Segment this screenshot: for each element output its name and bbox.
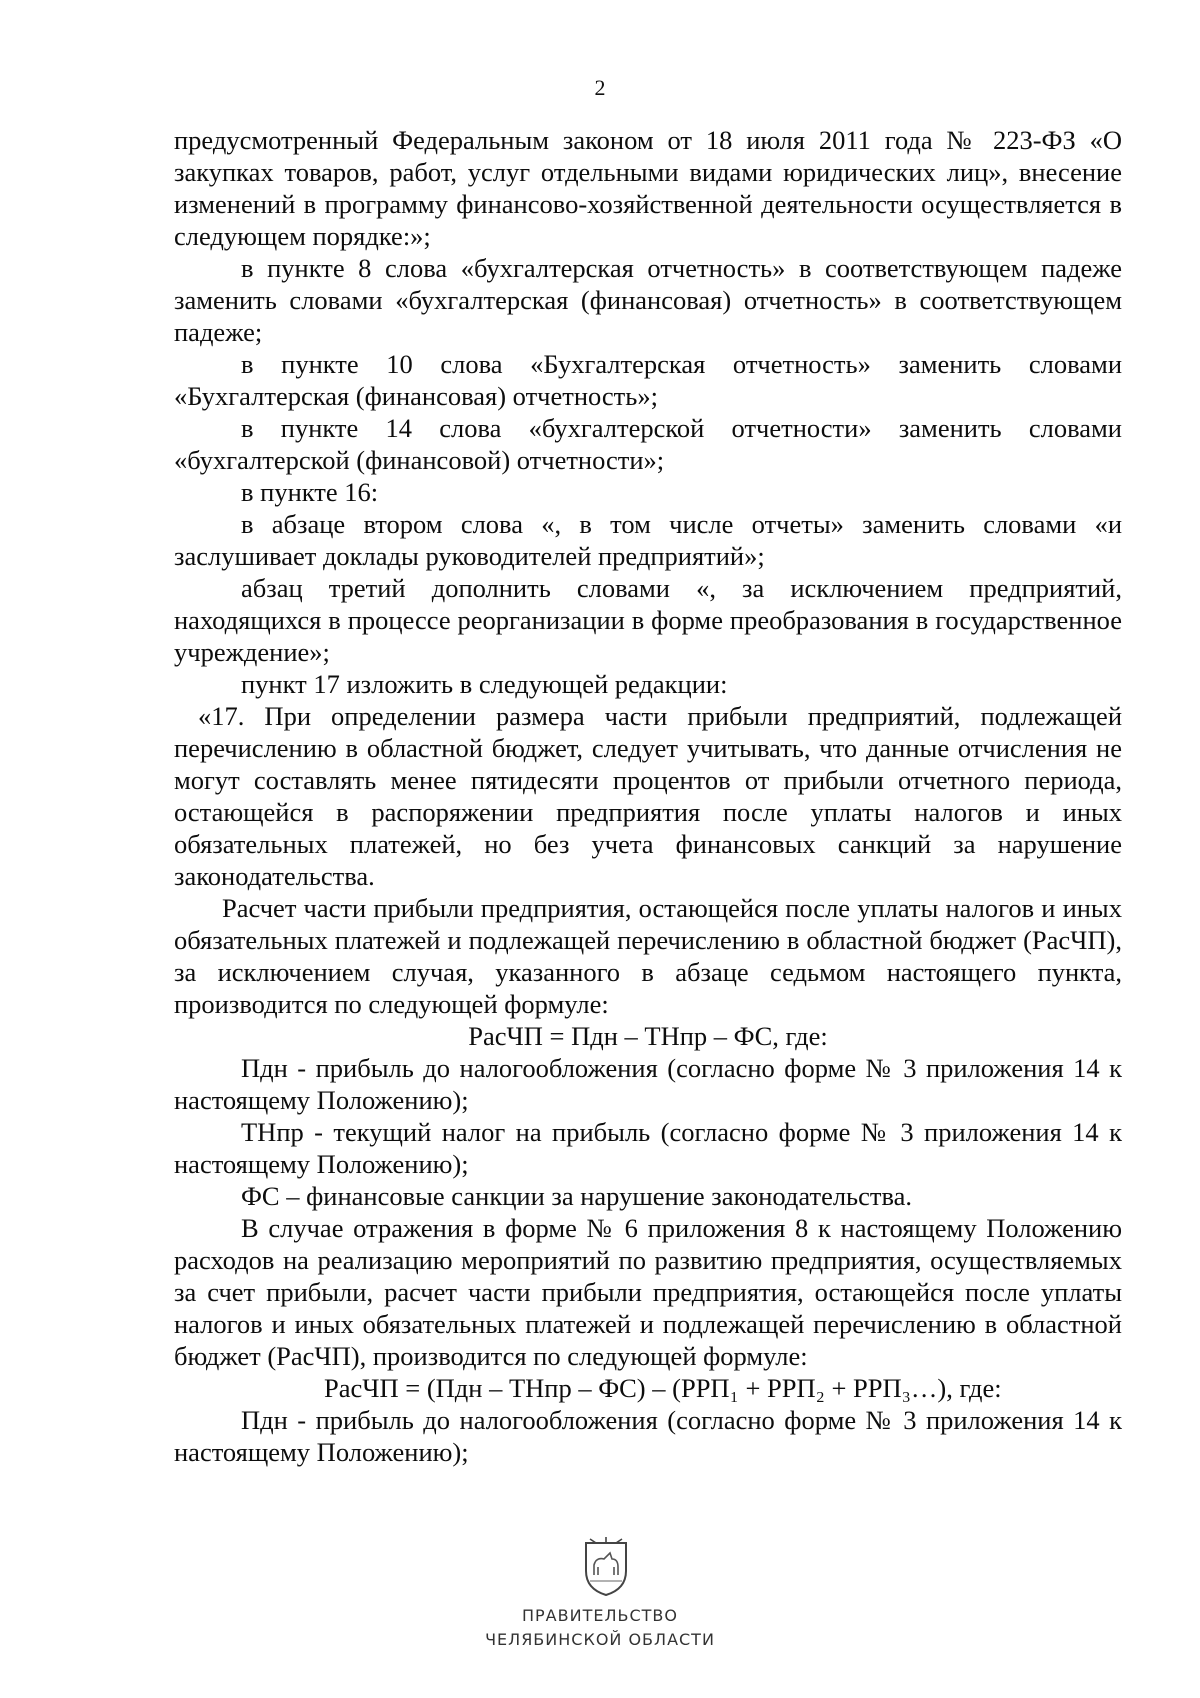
paragraph: «17. При определении размера части прибыли предприятий, подлежащей перечислению в областной бюджет, следует учитывать, что данные отчисления не могут составлять менее пятидесяти процентов от прибыли отчетного периода, остающейся в распоряжении предприятия после уплаты налогов и иных обязательных платежей, но без учета финансовых санкций за нарушение законодательства. — [174, 701, 1122, 891]
paragraph: в абзаце втором слова «, в том числе отчеты» заменить словами «и заслушивает доклады руководителей предприятий»; — [174, 509, 1122, 571]
org-name-line2: ЧЕЛЯБИНСКОЙ ОБЛАСТИ — [485, 1630, 715, 1649]
paragraph: в пункте 16: — [241, 477, 379, 507]
paragraph: Расчет части прибыли предприятия, остающейся после уплаты налогов и иных обязательных платежей и подлежащей перечислению в областной бюджет (РасЧП), за исключением случая, указанного в абзаце седьмом настоящего пункта, производится по следующей формуле: — [174, 893, 1122, 1019]
paragraph: РасЧП = (Пдн – ТНпр – ФС) – (РРП₁ + РРП₂ + РРП₃…), где: — [324, 1373, 1002, 1403]
coat-of-arms-icon — [580, 1537, 632, 1599]
paragraph: пункт 17 изложить в следующей редакции: — [241, 669, 728, 699]
paragraph: в пункте 10 слова «Бухгалтерская отчетность» заменить словами «Бухгалтерская (финансовая) отчетность»; — [174, 349, 1122, 411]
paragraph: Пдн - прибыль до налогообложения (согласно форме № 3 приложения 14 к настоящему Положению); — [174, 1405, 1122, 1467]
document-body — [174, 124, 1122, 1468]
page-number: 2 — [594, 75, 606, 100]
paragraph: ТНпр - текущий налог на прибыль (согласно форме № 3 приложения 14 к настоящему Положению); — [174, 1117, 1122, 1179]
paragraph: абзац третий дополнить словами «, за исключением предприятий, находящихся в процессе реорганизации в форме преобразования в государственное учреждение»; — [174, 573, 1122, 667]
paragraph: предусмотренный Федеральным законом от 18 июля 2011 года № 223-ФЗ «О закупках товаров, работ, услуг отдельными видами юридических лиц», внесение изменений в программу финансово-хозяйственной деятельности осуществляется в следующем порядке:»; — [174, 125, 1122, 251]
paragraph: ФС – финансовые санкции за нарушение законодательства. — [241, 1181, 913, 1211]
paragraph: РасЧП = Пдн – ТНпр – ФС, где: — [468, 1021, 828, 1051]
paragraph: Пдн - прибыль до налогообложения (согласно форме № 3 приложения 14 к настоящему Положению); — [174, 1053, 1122, 1115]
paragraph: в пункте 8 слова «бухгалтерская отчетность» в соответствующем падеже заменить словами «бухгалтерская (финансовая) отчетность» в соответствующем падеже; — [174, 253, 1122, 347]
org-name-line1: ПРАВИТЕЛЬСТВО — [522, 1606, 678, 1625]
paragraph: в пункте 14 слова «бухгалтерской отчетности» заменить словами «бухгалтерской (финансовой) отчетности»; — [174, 413, 1122, 475]
paragraph: В случае отражения в форме № 6 приложения 8 к настоящему Положению расходов на реализацию мероприятий по развитию предприятия, осуществляемых за счет прибыли, расчет части прибыли предприятия, остающейся после уплаты налогов и иных обязательных платежей и подлежащей перечислению в областной бюджет (РасЧП), производится по следующей формуле: — [174, 1213, 1122, 1371]
